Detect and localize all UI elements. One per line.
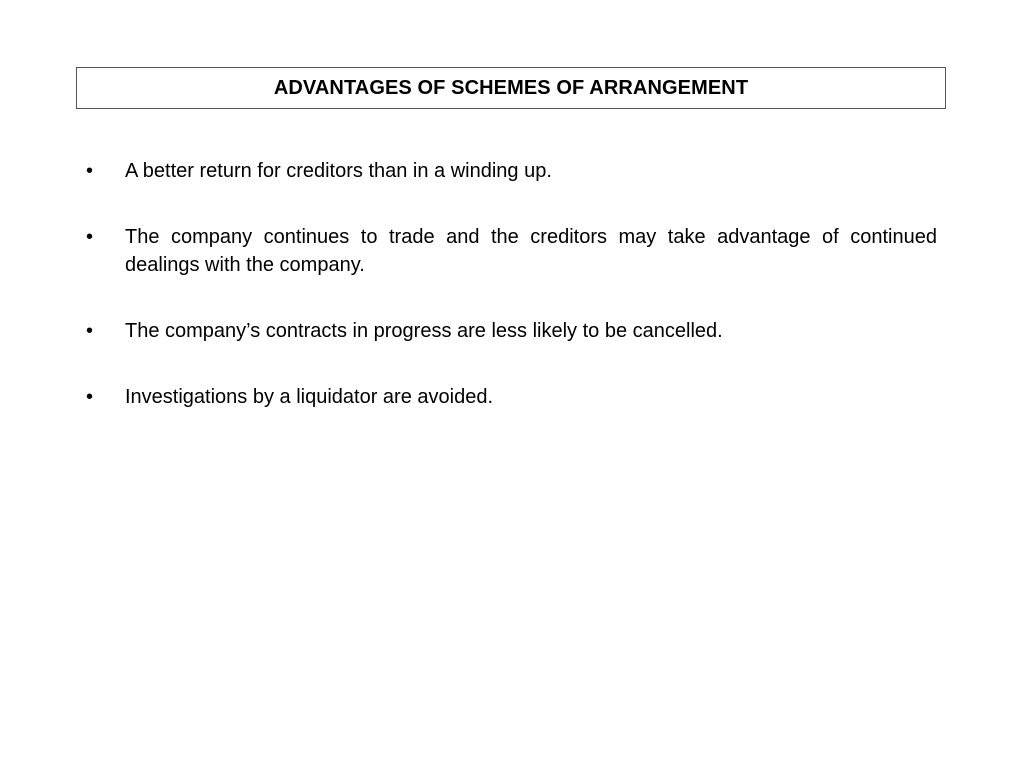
bullet-icon: • [86,226,94,248]
list-item [84,383,937,411]
list-item [84,223,937,279]
list-item-text: The company’s contracts in progress are less likely to be cancelled. [125,320,723,342]
list-item-text: A better return for creditors than in a winding up. [125,160,552,182]
list-item-text: The company continues to trade and the creditors may take advantage of continued dealings with the company. [125,226,937,276]
advantages-list [84,157,937,449]
bullet-icon: • [86,320,94,342]
slide-title-box [76,67,946,109]
list-item [84,157,937,185]
slide-title: ADVANTAGES OF SCHEMES OF ARRANGEMENT [273,76,749,99]
list-item-text: Investigations by a liquidator are avoided. [125,386,494,408]
list-item [84,317,937,345]
bullet-icon: • [86,386,94,408]
bullet-icon: • [86,160,94,182]
